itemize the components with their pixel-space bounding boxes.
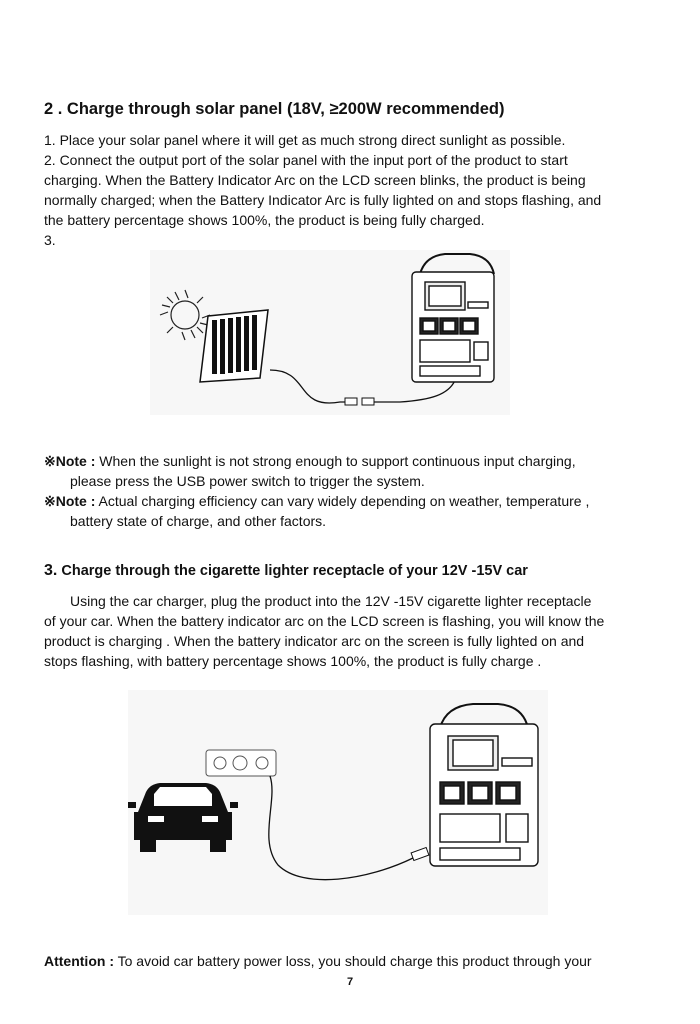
- section-2-line: 1. Place your solar panel where it will get as much strong direct sunlight as possible.: [44, 132, 566, 148]
- section-2-line: 2. Connect the output port of the solar panel with the input port of the product to start: [44, 152, 568, 168]
- section-2-body: [44, 130, 664, 250]
- section-3-number: 3.: [44, 562, 58, 579]
- section-2-line: 3.: [44, 232, 56, 248]
- section-3-line: Using the car charger, plug the product into the 12V -15V cigarette lighter receptacle: [70, 593, 592, 609]
- note-text: Actual charging efficiency can vary widely depending on weather, temperature ,: [95, 493, 590, 509]
- section-3-title-text: Charge through the cigarette lighter receptacle of your 12V -15V car: [57, 563, 528, 579]
- section-3-title: [44, 562, 528, 580]
- attention-text: To avoid car battery power loss, you should charge this product through your: [113, 953, 592, 969]
- power-station-icon: [412, 254, 494, 382]
- note-label: ※Note :: [44, 453, 96, 469]
- note-text: please press the USB power switch to trigger the system.: [70, 473, 425, 489]
- cigarette-lighter-icon: [206, 750, 276, 776]
- section-2-line: the battery percentage shows 100%, the product is being fully charged.: [44, 212, 485, 228]
- note-2: [44, 491, 589, 531]
- section-3-line: stops flashing, with battery percentage shows 100%, the product is fully charge .: [44, 653, 542, 669]
- solar-panel-icon: [200, 310, 268, 382]
- note-1: [44, 451, 576, 491]
- attention-label: Attention :: [44, 953, 114, 969]
- power-station-icon: [430, 704, 538, 866]
- attention-paragraph: [44, 951, 592, 971]
- note-label: ※Note :: [44, 493, 96, 509]
- note-text: When the sunlight is not strong enough to support continuous input charging,: [95, 453, 576, 469]
- section-2-line: normally charged; when the Battery Indicator Arc is fully lighted on and stops flashing, and: [44, 192, 602, 208]
- solar-charging-illustration: [150, 250, 510, 415]
- section-3-body: [44, 591, 664, 671]
- section-3-line: of your car. When the battery indicator arc on the LCD screen is flashing, you will know the: [44, 613, 605, 629]
- page-number: 7: [346, 976, 354, 988]
- note-text: battery state of charge, and other factors.: [70, 513, 327, 529]
- section-2-line: charging. When the Battery Indicator Arc on the LCD screen blinks, the product is being: [44, 172, 586, 188]
- section-2-title: 2 . Charge through solar panel (18V, ≥200W recommended): [44, 100, 505, 118]
- car-charging-illustration: [128, 690, 548, 915]
- section-3-line: product is charging . When the battery indicator arc on the screen is fully lighted on and: [44, 633, 585, 649]
